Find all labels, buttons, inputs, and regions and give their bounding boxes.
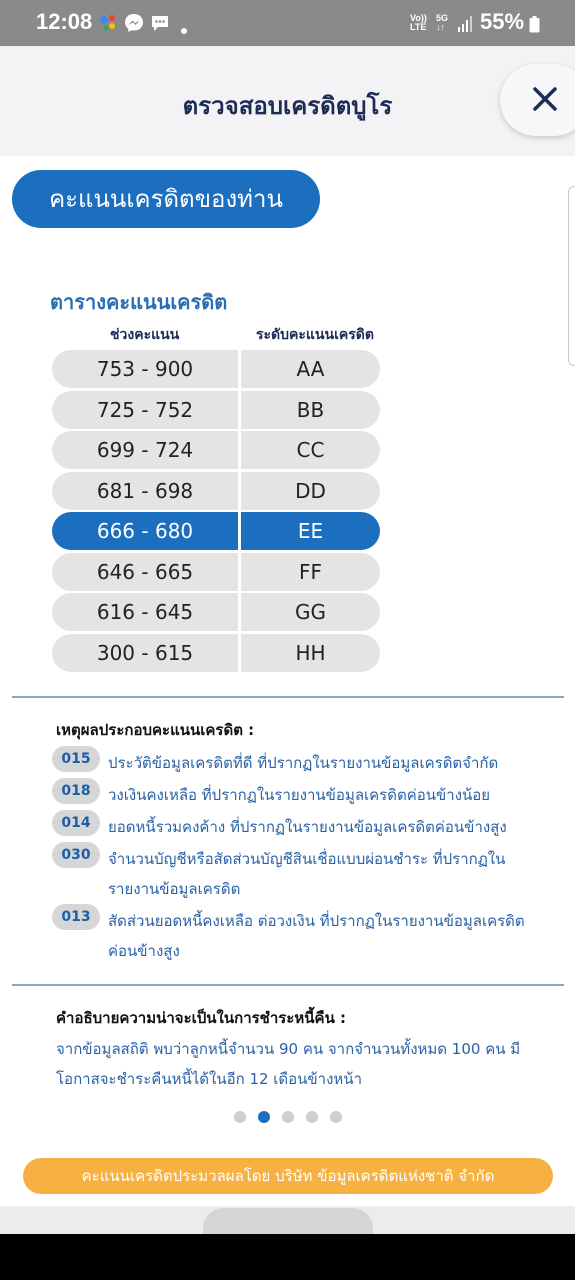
score-row bbox=[52, 472, 380, 510]
probability-text: จากข้อมูลสถิติ พบว่าลูกหนี้จำนวน 90 คน จากจำนวนทั้งหมด 100 คน มีโอกาสจะชำระคืนหนี้ได้ในอีก 12 เดือนข้างหน้า bbox=[56, 1040, 521, 1088]
score-range: 646 - 665 bbox=[52, 553, 238, 591]
page-dot[interactable] bbox=[330, 1111, 342, 1123]
score-grade: AA bbox=[241, 350, 380, 388]
score-row bbox=[52, 431, 380, 469]
score-row bbox=[52, 391, 380, 429]
reason-text: จำนวนบัญชีหรือสัดส่วนบัญชีสินเชื่อแบบผ่อนชำระ ที่ปรากฏในรายงานข้อมูลเครดิต bbox=[108, 850, 506, 898]
score-range: 300 - 615 bbox=[52, 634, 238, 672]
score-grade: EE bbox=[241, 512, 380, 550]
clock: 12:08 bbox=[36, 9, 93, 34]
score-grade: CC bbox=[241, 431, 380, 469]
battery-icon bbox=[529, 16, 540, 33]
google-assistant-icon bbox=[98, 13, 118, 33]
page-title: ตรวจสอบเครดิตบูโร bbox=[182, 92, 393, 120]
score-row bbox=[52, 593, 380, 631]
signal-icon bbox=[457, 16, 473, 32]
score-row-current bbox=[52, 512, 380, 550]
reason-code-badge: 018 bbox=[52, 778, 100, 804]
page-dot[interactable] bbox=[234, 1111, 246, 1123]
score-range: 666 - 680 bbox=[52, 512, 238, 550]
close-icon bbox=[532, 86, 558, 112]
notification-dot-icon bbox=[181, 28, 187, 34]
system-nav-bar bbox=[0, 1234, 575, 1280]
section-title-pill: คะแนนเครดิตของท่าน bbox=[12, 170, 320, 228]
reason-code-badge: 013 bbox=[52, 904, 100, 930]
5g-indicator: 5G ↓↑ bbox=[436, 13, 449, 32]
probability-title: คำอธิบายความน่าจะเป็นในการชำระหนี้คืน : bbox=[56, 1009, 347, 1027]
app-header bbox=[0, 46, 575, 156]
messenger-icon bbox=[124, 13, 144, 33]
side-scroll-handle[interactable] bbox=[568, 186, 575, 366]
reasons-title: เหตุผลประกอบคะแนนเครดิต : bbox=[56, 721, 255, 739]
page-indicator bbox=[232, 1111, 352, 1125]
reason-code-badge: 014 bbox=[52, 810, 100, 836]
reason-text: สัดส่วนยอดหนี้คงเหลือ ต่อวงเงิน ที่ปรากฏในรายงานข้อมูลเครดิตค่อนข้างสูง bbox=[108, 912, 525, 960]
score-grade: GG bbox=[241, 593, 380, 631]
divider bbox=[12, 984, 564, 986]
battery-percent: 55% bbox=[480, 9, 525, 34]
page-dot-active[interactable] bbox=[258, 1111, 270, 1123]
score-grade: FF bbox=[241, 553, 380, 591]
volte-indicator: Vo)) LTE bbox=[410, 13, 427, 32]
reason-text: ยอดหนี้รวมคงค้าง ที่ปรากฏในรายงานข้อมูลเครดิตค่อนข้างสูง bbox=[108, 818, 507, 836]
column-header-grade: ระดับคะแนนเครดิต bbox=[256, 327, 374, 343]
close-button[interactable] bbox=[500, 64, 575, 136]
score-grade: HH bbox=[241, 634, 380, 672]
score-row bbox=[52, 634, 380, 672]
score-range: 725 - 752 bbox=[52, 391, 238, 429]
score-range: 616 - 645 bbox=[52, 593, 238, 631]
divider bbox=[12, 696, 564, 698]
main-content bbox=[0, 156, 575, 1206]
page-dot[interactable] bbox=[306, 1111, 318, 1123]
score-grade: BB bbox=[241, 391, 380, 429]
column-header-range: ช่วงคะแนน bbox=[110, 327, 180, 343]
score-row bbox=[52, 350, 380, 388]
reason-text: ประวัติข้อมูลเครดิตที่ดี ที่ปรากฏในรายงานข้อมูลเครดิตจำกัด bbox=[108, 754, 499, 772]
score-row bbox=[52, 553, 380, 591]
provider-note: คะแนนเครดิตประมวลผลโดย บริษัท ข้อมูลเครดิตแห่งชาติ จำกัด bbox=[23, 1158, 553, 1194]
score-table-title: ตารางคะแนนเครดิต bbox=[50, 290, 228, 314]
score-range: 753 - 900 bbox=[52, 350, 238, 388]
status-bar bbox=[0, 0, 575, 46]
reason-text: วงเงินคงเหลือ ที่ปรากฏในรายงานข้อมูลเครดิตค่อนข้างน้อย bbox=[108, 786, 491, 804]
chat-icon bbox=[150, 13, 170, 33]
score-range: 699 - 724 bbox=[52, 431, 238, 469]
score-range: 681 - 698 bbox=[52, 472, 238, 510]
reason-code-badge: 015 bbox=[52, 746, 100, 772]
reason-code-badge: 030 bbox=[52, 842, 100, 868]
score-grade: DD bbox=[241, 472, 380, 510]
page-dot[interactable] bbox=[282, 1111, 294, 1123]
